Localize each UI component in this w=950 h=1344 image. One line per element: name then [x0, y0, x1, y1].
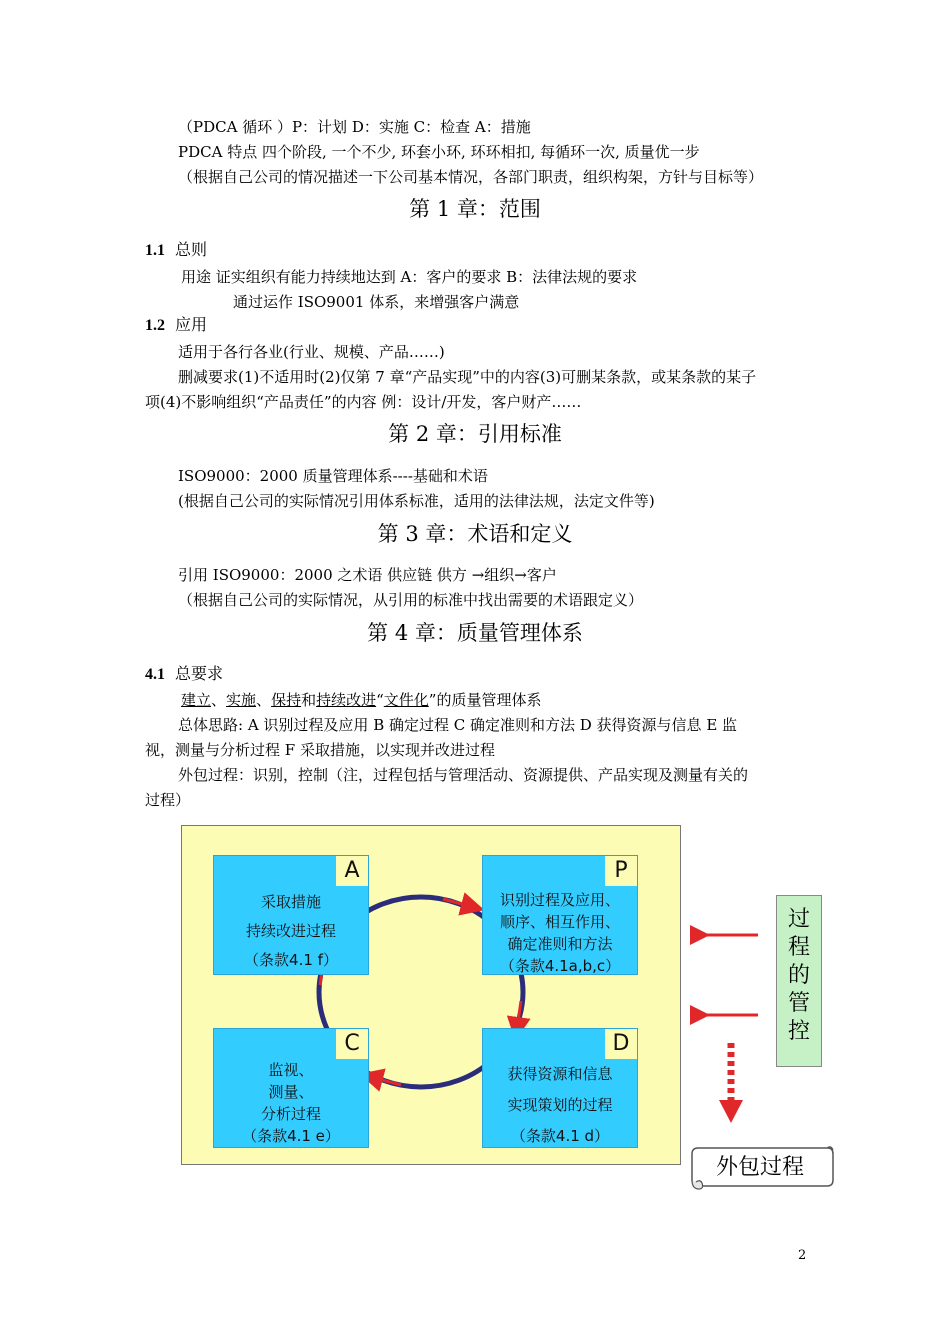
s11-purpose-cont: 通过运作 ISO9001 体系，来增强客户满意 [233, 293, 520, 311]
control-char: 的 [787, 963, 810, 988]
control-arrows [690, 915, 770, 1135]
req-quote-open: “ [376, 691, 384, 709]
box-text: 测量、 [268, 1083, 314, 1101]
page-number: 2 [798, 1248, 807, 1263]
pdca-box-act [213, 855, 369, 975]
box-text: （条款4.1 e） [242, 1127, 340, 1145]
s41-outsource-cont: 过程） [145, 791, 191, 809]
control-char: 控 [787, 1019, 810, 1044]
box-text: 监视、 [268, 1061, 314, 1079]
box-text: 顺序、相互作用、 [499, 913, 620, 931]
box-text: 分析过程 [260, 1105, 321, 1123]
section-1-2-title [145, 314, 207, 337]
req-sep: 、 [256, 691, 272, 709]
box-text: （条款4.1 f） [244, 951, 338, 969]
chapter-3-heading: 第 3 章：术语和定义 [377, 522, 573, 546]
s41-requirement [181, 690, 541, 710]
chapter-4-heading: 第 4 章：质量管理体系 [367, 621, 583, 645]
section-1-1-title [145, 239, 207, 262]
ch2-line2: (根据自己公司的实际情况引用体系标准，适用的法律法规，法定文件等) [178, 492, 655, 510]
req-and: 和 [301, 691, 317, 709]
control-char: 管 [787, 991, 810, 1016]
box-letter-d: D [605, 1029, 637, 1059]
req-documented: 文件化 [383, 691, 429, 709]
process-control-box [776, 895, 822, 1067]
box-text: 实现策划的过程 [507, 1096, 613, 1114]
box-letter-c: C [336, 1029, 368, 1059]
outsource-process-label: 外包过程 [715, 1155, 804, 1180]
s11-purpose: 用途 证实组织有能力持续地达到 A：客户的要求 B：法律法规的要求 [181, 268, 638, 286]
section-title: 总则 [175, 240, 208, 259]
section-number: 1.1 [145, 242, 165, 259]
intro-note: （根据自己公司的情况描述一下公司基本情况，各部门职责，组织构架，方针与目标等） [178, 168, 764, 186]
s41-outsource: 外包过程：识别，控制（注，过程包括与管理活动、资源提供、产品实现及测量有关的 [178, 766, 749, 784]
box-letter-a: A [336, 856, 368, 886]
box-text: 采取措施 [260, 893, 321, 911]
box-letter-p: P [605, 856, 637, 886]
req-tail: ”的质量管理体系 [428, 691, 542, 709]
intro-pdca-features: PDCA 特点 四个阶段, 一个不少, 环套小环, 环环相扣, 每循环一次, 质量优一步 [178, 143, 700, 161]
box-text: （条款4.1 d） [510, 1127, 610, 1145]
req-sep: 、 [211, 691, 227, 709]
box-text: 持续改进过程 [245, 922, 336, 940]
pdca-box-do [482, 1028, 638, 1148]
ch2-line1: ISO9000：2000 质量管理体系----基础和术语 [178, 467, 488, 485]
chapter-2-heading: 第 2 章：引用标准 [388, 422, 562, 446]
pdca-box-plan [482, 855, 638, 975]
box-text: 确定准则和方法 [507, 935, 613, 953]
section-4-1-title [145, 663, 223, 686]
req-improve: 持续改进 [316, 691, 377, 709]
chapter-1-heading: 第 1 章：范围 [409, 197, 541, 221]
box-text: 识别过程及应用、 [499, 891, 620, 909]
section-number: 4.1 [145, 666, 165, 683]
req-implement: 实施 [226, 691, 257, 709]
box-text: 获得资源和信息 [507, 1065, 613, 1083]
pdca-box-check [213, 1028, 369, 1148]
control-char: 过 [787, 907, 810, 932]
s41-approach: 总体思路: A 识别过程及应用 B 确定过程 C 确定准则和方法 D 获得资源与信息 E 监 [178, 716, 738, 734]
s41-approach-cont: 视，测量与分析过程 F 采取措施，以实现并改进过程 [145, 741, 495, 759]
ch3-line1: 引用 ISO9000：2000 之术语 供应链 供方 →组织→客户 [178, 566, 557, 584]
s12-line1: 适用于各行各业(行业、规模、产品……) [178, 343, 445, 361]
ch3-line2: （根据自己公司的实际情况，从引用的标准中找出需要的术语跟定义） [178, 591, 644, 609]
section-number: 1.2 [145, 317, 165, 334]
box-text: （条款4.1a,b,c） [499, 957, 621, 975]
section-title: 总要求 [175, 664, 224, 683]
intro-pdca-line: （PDCA 循环 ）P：计划 D：实施 C：检查 A：措施 [178, 118, 531, 136]
req-maintain: 保持 [271, 691, 302, 709]
req-establish: 建立 [181, 691, 212, 709]
s12-line3: 项(4)不影响组织“产品责任”的内容 例：设计/开发，客户财产…… [145, 393, 582, 411]
s12-line2: 删减要求(1)不适用时(2)仅第 7 章“产品实现”中的内容(3)可删某条款，或某条款的某子 [178, 368, 757, 386]
control-char: 程 [787, 935, 810, 960]
section-title: 应用 [175, 315, 208, 334]
